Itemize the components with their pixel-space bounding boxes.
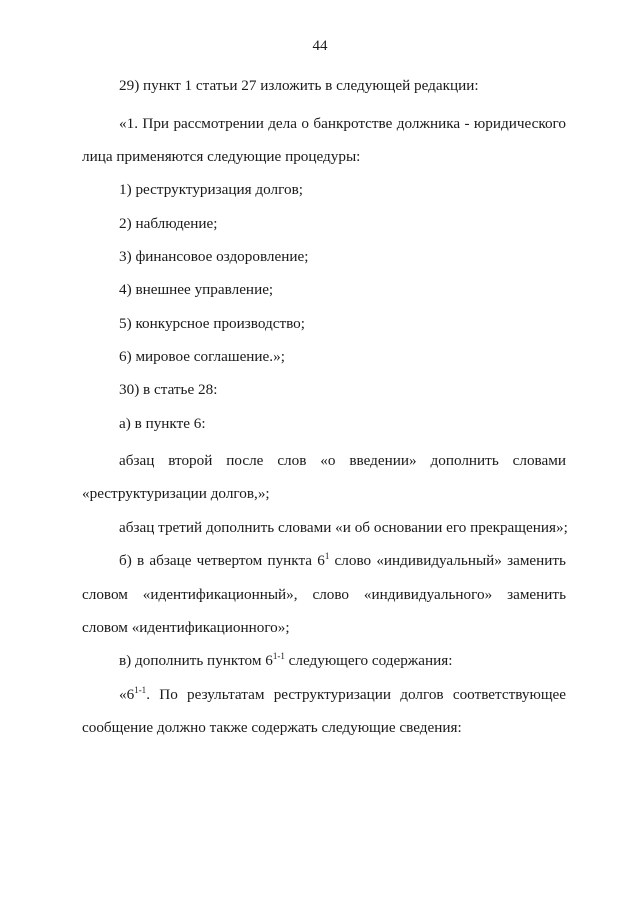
list-item: 6) мировое соглашение.»;	[119, 348, 285, 365]
paragraph-line: абзац второй после слов «о введении» дополнить словами	[119, 452, 566, 469]
list-item: 4) внешнее управление;	[119, 281, 274, 298]
superscript: 1-1	[134, 685, 147, 695]
list-item: 1) реструктуризация долгов;	[119, 181, 303, 198]
paragraph-line	[119, 551, 566, 571]
text-span: . По результатам реструктуризации долгов соответствующее	[146, 686, 566, 703]
paragraph-line: абзац третий дополнить словами «и об основании его прекращения»;	[119, 519, 568, 536]
list-item: 2) наблюдение;	[119, 215, 218, 232]
text-span: б) в абзаце четвертом пункта 6	[119, 552, 325, 569]
page-number: 44	[312, 38, 328, 54]
paragraph-line: словом «идентификационный», слово «индивидуального» заменить	[82, 586, 566, 603]
paragraph-line: 30) в статье 28:	[119, 381, 218, 398]
paragraph-line: словом «идентификационного»;	[82, 619, 290, 636]
paragraph-line: «реструктуризации долгов,»;	[82, 485, 270, 502]
superscript: 1	[324, 551, 330, 561]
paragraph-line: «1. При рассмотрении дела о банкротстве должника - юридического	[119, 115, 566, 132]
list-item: 3) финансовое оздоровление;	[119, 248, 309, 265]
paragraph-line: 29) пункт 1 статьи 27 изложить в следующей редакции:	[119, 77, 479, 94]
paragraph-line: сообщение должно также содержать следующие сведения:	[82, 719, 462, 736]
text-span: «6	[119, 686, 135, 703]
text-span: в) дополнить пунктом 6	[119, 652, 273, 669]
superscript: 1-1	[272, 651, 285, 661]
paragraph-line: лица применяются следующие процедуры:	[82, 148, 361, 165]
text-span: слово «индивидуальный» заменить	[329, 552, 566, 569]
paragraph-line	[119, 651, 566, 671]
paragraph-line	[119, 685, 566, 705]
text-span: следующего содержания:	[284, 652, 453, 669]
list-item: 5) конкурсное производство;	[119, 315, 305, 332]
paragraph-line: а) в пункте 6:	[119, 415, 206, 432]
